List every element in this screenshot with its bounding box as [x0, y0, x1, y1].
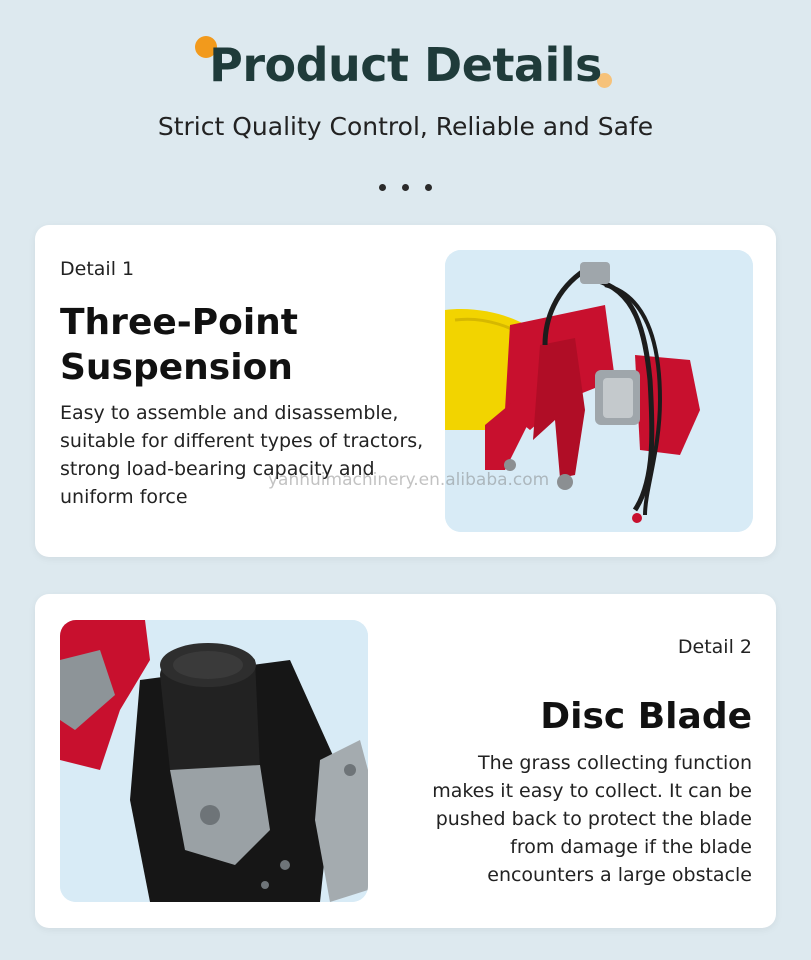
page-title-wrap: [209, 30, 602, 100]
detail-card-2: [35, 594, 776, 928]
page-title: Product Details: [209, 38, 602, 92]
disc-blade-illustration: [60, 620, 368, 902]
watermark: yanhuimachinery.en.alibaba.com: [268, 470, 550, 490]
detail-title: [60, 300, 420, 390]
detail-label: Detail 2: [677, 636, 752, 658]
detail-card-1: [35, 225, 776, 557]
detail-description: Easy to assemble and disassemble, suitable for different types of tractors, strong load-bearing capacity and uniform force: [60, 402, 424, 508]
disc-blade-photo: [60, 620, 368, 902]
page-header: [0, 0, 811, 210]
detail-title-line1: Three-Point: [60, 302, 299, 343]
detail-label: Detail 1: [60, 258, 135, 280]
detail-title-line2: Suspension: [60, 347, 293, 388]
page-subtitle: Strict Quality Control, Reliable and Safe: [157, 112, 654, 141]
detail-title: Disc Blade: [540, 696, 752, 737]
ellipsis-divider: [0, 176, 811, 195]
detail-description: The grass collecting function makes it easy to collect. It can be pushed back to protect the blade from damage if the blade encounters a large obstacle: [432, 752, 752, 886]
